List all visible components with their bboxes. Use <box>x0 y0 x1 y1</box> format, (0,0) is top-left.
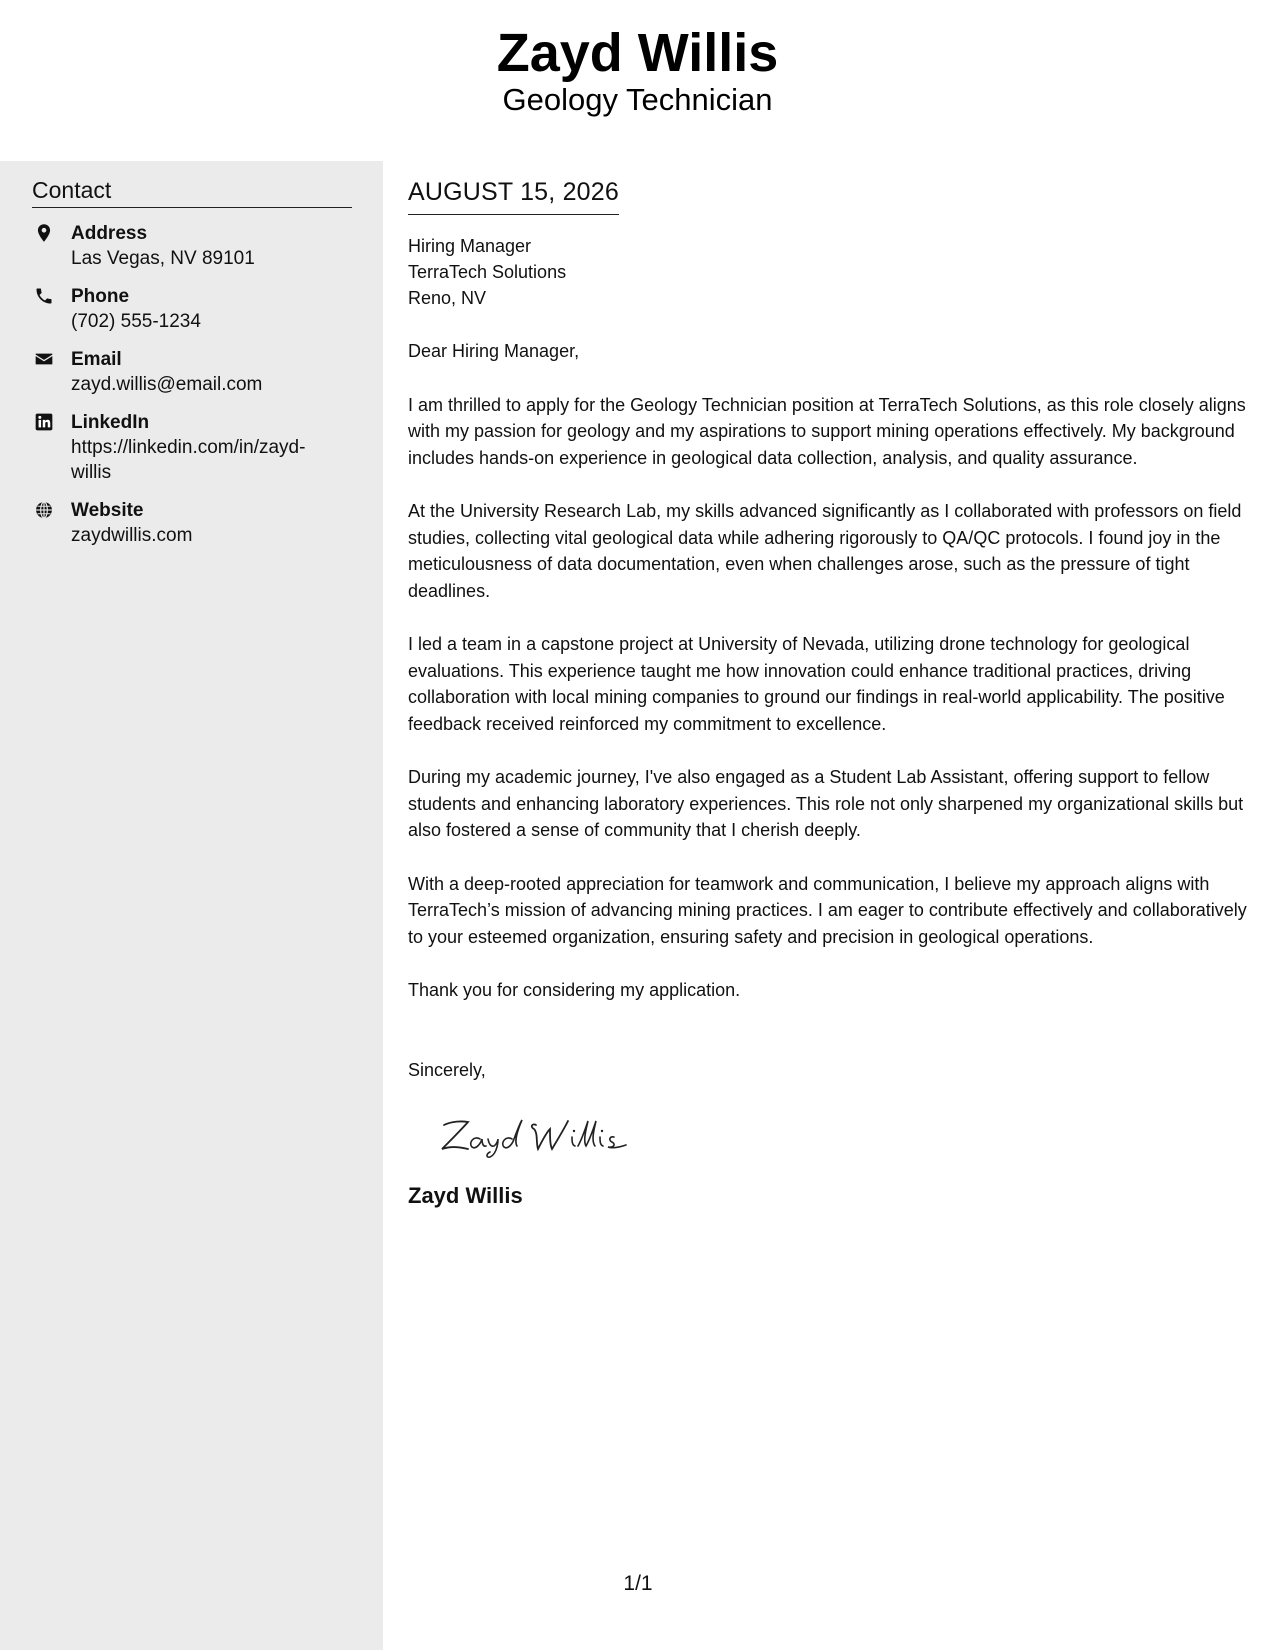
contact-value: zayd.willis@email.com <box>71 374 263 395</box>
contact-item-address <box>32 221 352 271</box>
contact-item-website <box>32 498 352 548</box>
contact-value: (702) 555-1234 <box>71 311 201 332</box>
contact-value: https://linkedin.com/in/zayd-willis <box>71 437 306 483</box>
recipient-location: Reno, NV <box>408 288 487 308</box>
body-paragraph: I am thrilled to apply for the Geology Technician position at TerraTech Solutions, as this role closely aligns with my passion for geology and my aspirations to support mining operations effectively. My background includes hands-on experience in geological data collection, analysis, and quality assurance. <box>408 394 1246 468</box>
linkedin-icon <box>34 412 54 432</box>
sign-off: Sincerely, <box>408 1059 486 1080</box>
contact-heading: Contact <box>32 175 352 208</box>
contact-item-email <box>32 347 352 397</box>
contact-sidebar <box>0 161 383 1650</box>
recipient-block <box>408 233 1253 311</box>
contact-value: zaydwillis.com <box>71 525 193 546</box>
body-paragraph: I led a team in a capstone project at University of Nevada, utilizing drone technology for geological evaluations. This experience taught me how innovation could enhance traditional practices, driving collaboration with local mining companies to ground our findings in real-world applicability. The positive feedback received reinforced my commitment to excellence. <box>408 634 1225 734</box>
contact-list <box>32 221 352 561</box>
salutation: Dear Hiring Manager, <box>408 341 580 361</box>
letter-body <box>408 175 1253 1211</box>
contact-label: LinkedIn <box>71 412 150 433</box>
contact-label: Email <box>71 349 122 370</box>
envelope-icon <box>34 349 54 369</box>
body-paragraph: With a deep-rooted appreciation for teamwork and communication, I believe my approach aligns with TerraTech’s mission of advancing mining practices. I am eager to contribute effectively and collaboratively to your esteemed organization, ensuring safety and precision in geological operations. <box>408 873 1247 947</box>
contact-item-linkedin <box>32 410 352 485</box>
contact-item-phone <box>32 284 352 334</box>
contact-label: Phone <box>71 286 130 307</box>
body-paragraph: During my academic journey, I've also engaged as a Student Lab Assistant, offering support to fellow students and enhancing laboratory experiences. This role not only sharpened my organizational skills but also fostered a sense of community that I cherish deeply. <box>408 767 1244 840</box>
handwritten-signature <box>438 1109 658 1159</box>
signer-name: Zayd Willis <box>408 1183 523 1208</box>
page-number: 1/1 <box>623 1572 653 1595</box>
globe-icon <box>34 500 54 520</box>
applicant-name: Zayd Willis <box>496 23 779 83</box>
applicant-title: Geology Technician <box>502 82 773 117</box>
body-paragraph: At the University Research Lab, my skills advanced significantly as I collaborated with professors on field studies, collecting vital geological data while adhering rigorously to QA/QC protocols. I found joy in the meticulousness of data documentation, even when challenges arose, such as the pressure of tight deadlines. <box>408 501 1242 601</box>
recipient-name: Hiring Manager <box>408 236 532 256</box>
contact-value: Las Vegas, NV 89101 <box>71 248 255 269</box>
letter-date: AUGUST 15, 2026 <box>408 175 619 215</box>
map-pin-icon <box>34 223 54 243</box>
contact-label: Address <box>71 223 148 244</box>
contact-label: Website <box>71 500 144 521</box>
recipient-company: TerraTech Solutions <box>408 262 567 282</box>
phone-icon <box>34 286 54 306</box>
letter-header <box>0 0 1275 160</box>
closing-line: Thank you for considering my application. <box>408 980 741 1000</box>
